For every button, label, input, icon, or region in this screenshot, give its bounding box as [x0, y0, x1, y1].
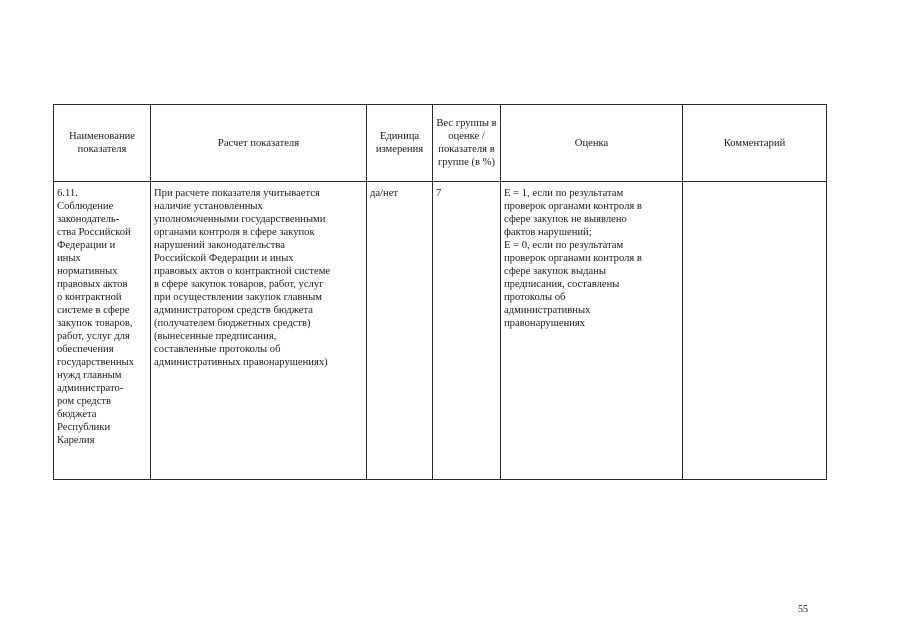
cell-weight: 7: [433, 182, 501, 480]
cell-comment: [683, 182, 827, 480]
header-weight: Вес группы в оценке / показателя в группе (в %): [433, 105, 501, 182]
table-header-row: [54, 105, 827, 182]
cell-calculation: При расчете показателя учитывается наличие установленных уполномоченными государственными органами контроля в сфере закупок нарушений законодательства Российской Федерации и иных правовых актов о контрактной системе в сфере закупок товаров, работ, услуг при осуществлении закупок главным администратором средств бюджета (получателем бюджетных средств) (вынесенные предписания, составленные протоколы об административных правонарушениях): [151, 182, 367, 480]
cell-unit: да/нет: [367, 182, 433, 480]
header-calculation: Расчет показателя: [151, 105, 367, 182]
header-comment: Комментарий: [683, 105, 827, 182]
cell-indicator-name: 6.11. Соблюдение законодатель- ства Российской Федерации и иных нормативных правовых актов о контрактной системе в сфере закупок товаров, работ, услуг для обеспечения государственных нужд главным администрато- ром средств бюджета Республики Карелия: [54, 182, 151, 480]
page-number: 55: [798, 604, 808, 615]
header-evaluation: Оценка: [501, 105, 683, 182]
header-unit: Единица измерения: [367, 105, 433, 182]
cell-evaluation: Е = 1, если по результатам проверок органами контроля в сфере закупок не выявлено фактов нарушений; Е = 0, если по результатам проверок органами контроля в сфере закупок выданы предписания, составлены протоколы об административных правонарушениях: [501, 182, 683, 480]
header-indicator-name: Наименование показателя: [54, 105, 151, 182]
indicator-table: [53, 104, 827, 480]
table-row: [54, 182, 827, 480]
